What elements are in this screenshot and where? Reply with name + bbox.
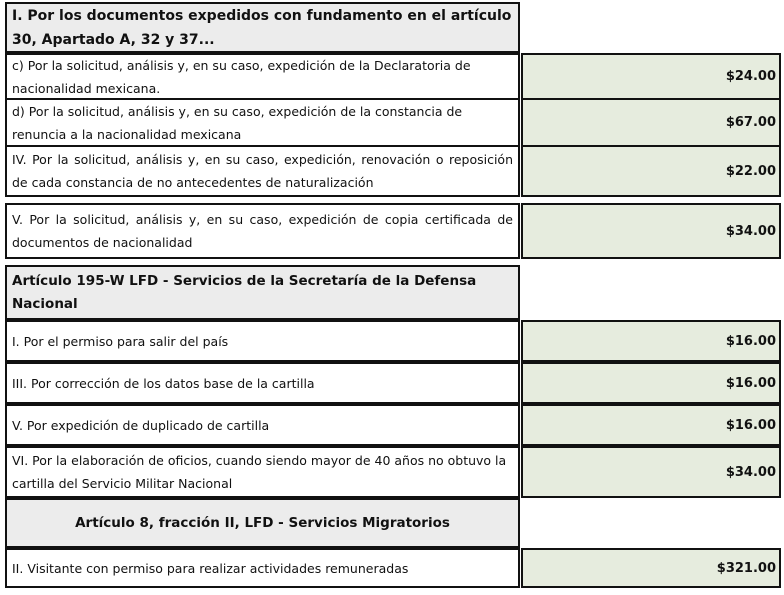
amount-value: $67.00: [725, 115, 776, 130]
table-row-description: [5, 362, 520, 404]
amount-value: $34.00: [725, 464, 776, 480]
amount-value: $16.00: [725, 333, 776, 349]
table-row-amount: [521, 53, 781, 100]
table-row-description: [5, 404, 520, 446]
table-row-description: [5, 446, 520, 498]
table-row-description: [5, 145, 520, 197]
section-header-text: Artículo 195-W LFD - Servicios de la Secretaría de la Defensa Nacional: [12, 272, 477, 312]
amount-value: $22.00: [725, 163, 776, 179]
section-header-articulo-195w: [5, 265, 520, 320]
amount-value: $24.00: [725, 69, 776, 84]
row-text: I. Por el permiso para salir del país: [12, 333, 229, 349]
row-text: II. Visitante con permiso para realizar actividades remuneradas: [12, 560, 409, 576]
row-text: IV. Por la solicitud, análisis y, en su caso, expedición, renovación o reposición de cada constancia de no antecedentes de naturalización: [12, 152, 513, 190]
table-row-amount: [521, 446, 781, 498]
table-row-amount: [521, 145, 781, 197]
table-row-amount: [521, 203, 781, 259]
section-header-articulo-30: [5, 2, 520, 53]
row-text: III. Por corrección de los datos base de la cartilla: [12, 375, 315, 391]
amount-value: $16.00: [725, 375, 776, 391]
table-row-description: [5, 548, 520, 588]
table-row-description: [5, 320, 520, 362]
row-text: d) Por la solicitud, análisis y, en su caso, expedición de la constancia de renuncia a la nacionalidad mexicana: [12, 103, 463, 142]
table-row-amount: [521, 362, 781, 404]
table-row-amount: [521, 404, 781, 446]
row-text: V. Por expedición de duplicado de cartilla: [12, 417, 270, 433]
table-row-description: [5, 98, 520, 147]
amount-value: $321.00: [716, 560, 776, 576]
table-row-description: [5, 53, 520, 100]
row-text: c) Por la solicitud, análisis y, en su caso, expedición de la Declaratoria de nacionalidad mexicana.: [12, 57, 471, 96]
row-text: VI. Por la elaboración de oficios, cuando siendo mayor de 40 años no obtuvo la cartilla del Servicio Militar Nacional: [12, 453, 507, 491]
table-row-description: [5, 203, 520, 259]
section-header-articulo-8: [5, 498, 520, 548]
amount-value: $34.00: [725, 223, 776, 239]
row-text: V. Por la solicitud, análisis y, en su caso, expedición de copia certificada de documentos de nacionalidad: [12, 212, 513, 250]
section-header-text: Artículo 8, fracción II, LFD - Servicios Migratorios: [75, 514, 450, 531]
section-header-text: I. Por los documentos expedidos con fundamento en el artículo 30, Apartado A, 32 y 37...: [12, 8, 512, 48]
table-row-amount: [521, 98, 781, 147]
amount-value: $16.00: [725, 417, 776, 433]
table-row-amount: [521, 548, 781, 588]
table-row-amount: [521, 320, 781, 362]
